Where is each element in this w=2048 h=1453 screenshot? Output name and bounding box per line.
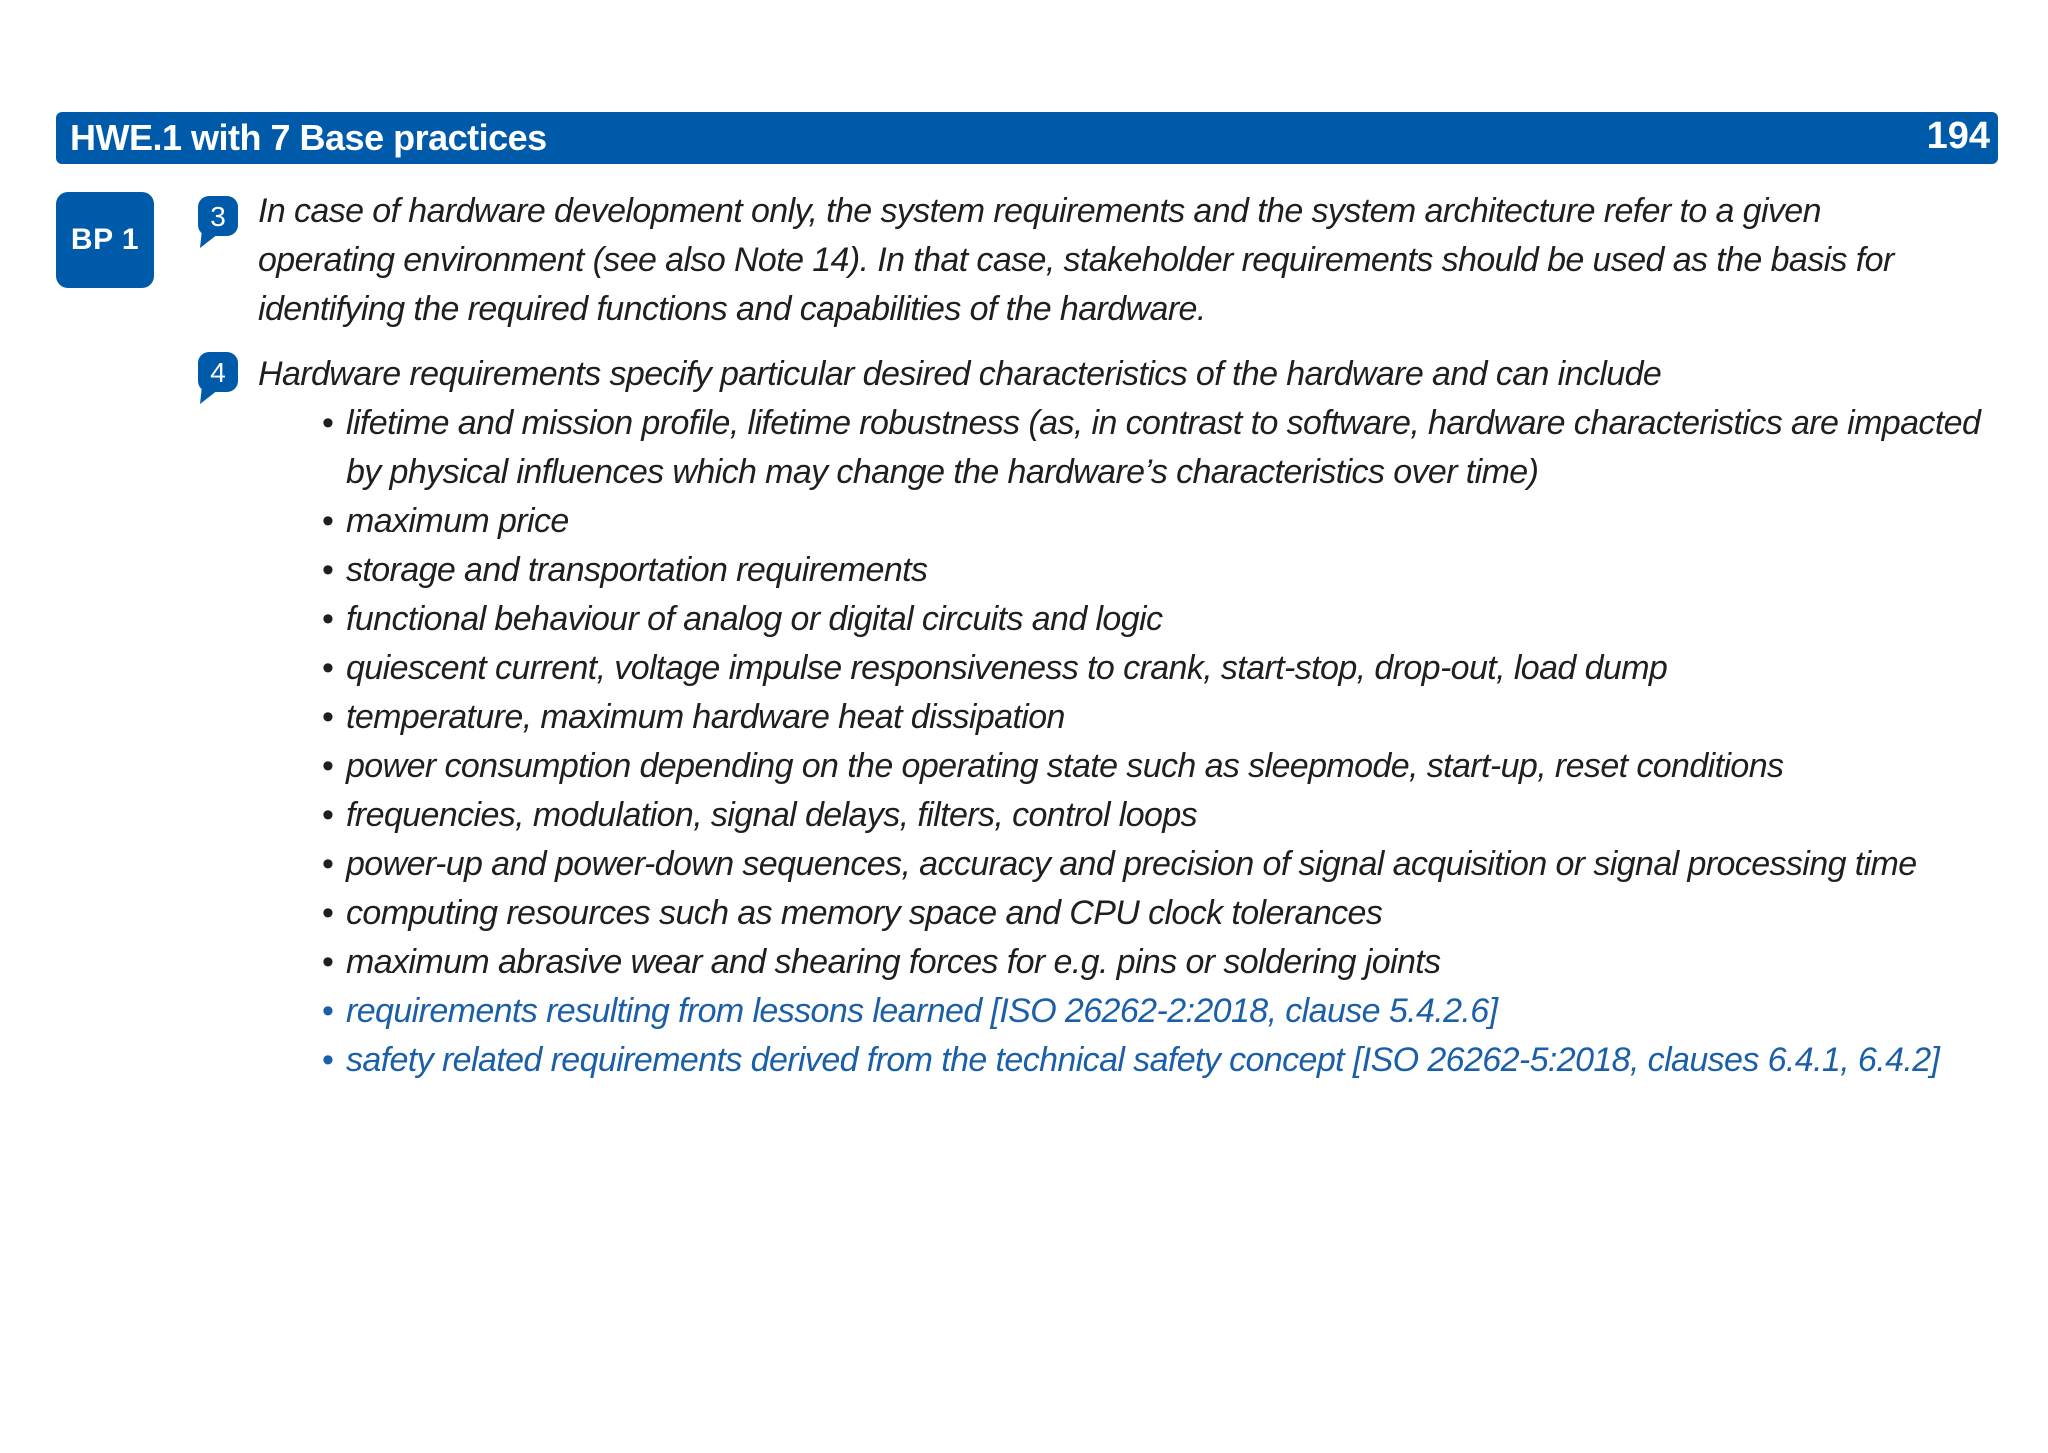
bullet-icon: •: [322, 747, 334, 785]
list-item-text: quiescent current, voltage impulse responsiveness to crank, start-stop, drop-out, load dump: [346, 649, 1668, 687]
list-item: [322, 938, 2002, 987]
list-item-text: requirements resulting from lessons learned [ISO 26262-2:2018, clause 5.4.2.6]: [346, 992, 1498, 1030]
bullet-icon: •: [322, 943, 334, 981]
note-paragraph: Hardware requirements specify particular desired characteristics of the hardware and can include: [258, 355, 1662, 393]
list-item-text: frequencies, modulation, signal delays, filters, control loops: [346, 796, 1198, 834]
speech-bubble-icon: [196, 350, 238, 392]
note-number-3: 3: [210, 201, 226, 232]
bullet-icon: •: [322, 845, 334, 883]
header-bar: [56, 112, 1998, 164]
bullet-icon: •: [322, 502, 334, 540]
list-item: [322, 399, 2002, 497]
bullet-icon: •: [322, 600, 334, 638]
list-item: [322, 742, 2002, 791]
bullet-icon: •: [322, 894, 334, 932]
list-item-text: lifetime and mission profile, lifetime robustness (as, in contrast to software, hardware characteristics are impacted by physical influences which may change the hardware’s characteristics over time): [346, 404, 1981, 491]
list-item: [322, 987, 2002, 1036]
list-item-text: computing resources such as memory space and CPU clock tolerances: [346, 894, 1383, 932]
page-title: HWE.1 with 7 Base practices: [70, 117, 547, 158]
bp-badge: BP 1: [56, 192, 154, 288]
list-item-text: storage and transportation requirements: [346, 551, 928, 589]
list-item: [322, 546, 2002, 595]
list-item: [322, 595, 2002, 644]
list-item: [322, 644, 2002, 693]
list-item: [322, 840, 2002, 889]
list-item-text: power consumption depending on the operating state such as sleepmode, start-up, reset conditions: [346, 747, 1784, 785]
list-item-text: functional behaviour of analog or digital circuits and logic: [346, 600, 1163, 638]
bullet-icon: •: [322, 404, 334, 442]
list-item-text: temperature, maximum hardware heat dissipation: [346, 698, 1065, 736]
list-item-text: maximum abrasive wear and shearing forces for e.g. pins or soldering joints: [346, 943, 1441, 981]
list-item: [322, 791, 2002, 840]
note-paragraph: In case of hardware development only, the system requirements and the system architecture refer to a given operating environment (see also Note 14). In that case, stakeholder requirements should be used as the basis for identifying the required functions and capabilities of the hardware.: [258, 192, 1894, 328]
page-number: 194: [1926, 115, 1990, 157]
list-item: [322, 497, 2002, 546]
note-number-4: 4: [210, 357, 226, 388]
bullet-icon: •: [322, 992, 334, 1030]
bullet-icon: •: [322, 796, 334, 834]
bullet-icon: •: [322, 551, 334, 589]
list-item: [322, 1036, 2002, 1085]
list-item-text: maximum price: [346, 502, 569, 540]
requirements-list: [322, 399, 2002, 1085]
list-item: [322, 693, 2002, 742]
bullet-icon: •: [322, 1041, 334, 1079]
list-item: [322, 889, 2002, 938]
speech-bubble-icon: [196, 194, 238, 236]
list-item-text: safety related requirements derived from the technical safety concept [ISO 26262-5:2018, clauses 6.4.1, 6.4.2]: [346, 1041, 1940, 1079]
bullet-icon: •: [322, 698, 334, 736]
note-4-text: [258, 350, 1958, 399]
note-3-text: [258, 187, 1958, 334]
list-item-text: power-up and power-down sequences, accuracy and precision of signal acquisition or signal processing time: [346, 845, 1917, 883]
bullet-icon: •: [322, 649, 334, 687]
